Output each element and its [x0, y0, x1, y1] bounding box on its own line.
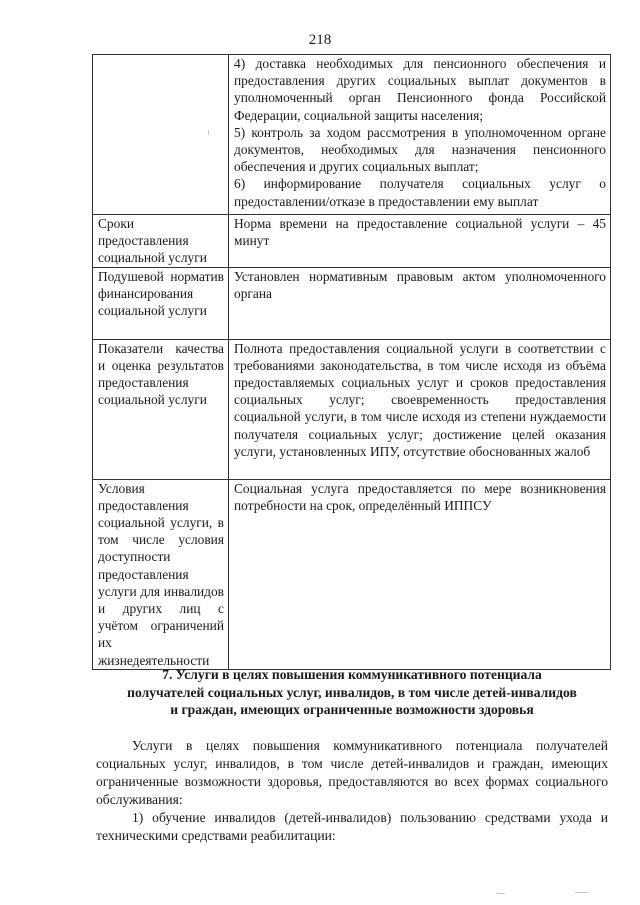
row-value [229, 339, 611, 479]
body-paragraph: 1) обучение инвалидов (детей-инвалидов) пользованию средствами ухода и техническими средствами реабилитации: [96, 810, 608, 843]
row-label: Сроки предоставления социальной услуги [93, 215, 229, 268]
heading-line: получателей социальных услуг, инвалидов, в том числе детей-инвалидов [127, 684, 577, 700]
heading-line: 7. Услуги в целях повышения коммуникативного потенциала [162, 667, 542, 682]
cell-text-line: Полнота предоставления социальной услуги в соответствии с требованиями законодательства, в том числе исходя из объёма предоставляемых социальных услуг и сроков предоставления социальных услуг; своевременность предоставления социальной услуги, в том числе исходя из степени нуждаемости получателя социальных услуг; достижение целей оказания услуги, установленных ИПУ, отсутствие обоснованных жалоб [234, 340, 606, 459]
scan-artifact [497, 893, 505, 894]
row-value [229, 267, 611, 339]
page-number: 218 [308, 32, 332, 48]
body-paragraph: Услуги в целях повышения коммуникативного потенциала получателей социальных услуг, инвалидов, в том числе детей-инвалидов и граждан, имеющих ограниченные возможности здоровья, предоставляются во всех формах социального обслуживания: [96, 738, 608, 807]
scan-artifact [575, 892, 589, 893]
section-body [96, 737, 608, 845]
table-row [93, 339, 611, 479]
row-value [229, 215, 611, 268]
row-label: Подушевой норматив финансирования социальной услуги [93, 267, 229, 339]
row-label: Условия предоставления социальной услуги, в том числе условия доступности предоставления услуги для инвалидов и других лиц с учётом ограничений их жизнедеятельности [93, 479, 229, 669]
row-value [229, 479, 611, 669]
cell-text-line: 5) контроль за ходом рассмотрения в уполномоченном органе документов, необходимых для назначения пенсионного обеспечения и других социальных выплат; [234, 124, 606, 175]
table-row [93, 55, 611, 215]
service-standard-table [92, 54, 611, 670]
cell-text-line: 6) информирование получателя социальных услуг о предоставлении/отказе в предоставлении ему выплат [234, 176, 606, 209]
table-row [93, 267, 611, 339]
scan-artifact [208, 130, 209, 135]
table-row [93, 215, 611, 268]
cell-text-line: Установлен нормативным правовым актом уполномоченного органа [234, 268, 606, 301]
section-heading [96, 666, 608, 719]
heading-line: и граждан, имеющих ограниченные возможности здоровья [170, 702, 534, 718]
row-label: Показатели качества и оценка результатов предоставления социальной услуги [93, 339, 229, 479]
cell-text-line: Социальная услуга предоставляется по мере возникновения потребности на срок, определённый ИППСУ [234, 480, 606, 513]
table-row [93, 479, 611, 669]
row-value [229, 55, 611, 215]
cell-text-line: Норма времени на предоставление социальной услуги – 45 минут [234, 216, 606, 249]
cell-text-line: 4) доставка необходимых для пенсионного обеспечения и предоставления других социальных выплат документов в уполномоченный орган Пенсионного фонда Российской Федерации, социальной защиты населения; [234, 56, 606, 123]
